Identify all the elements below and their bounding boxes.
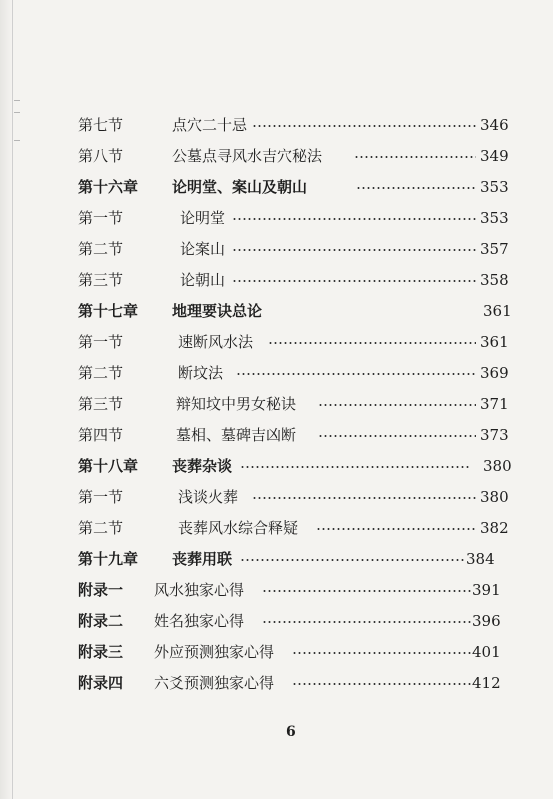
toc-label: 第十九章 [78,550,139,568]
toc-page: 412 [472,674,501,692]
toc-entry-chapter [0,544,553,574]
toc-entry [0,141,553,171]
toc-title: 风水独家心得 [154,581,245,599]
toc-entry [0,420,553,450]
dot-leader [292,683,472,685]
toc-title: 六爻预测独家心得 [154,674,275,692]
toc-title: 浅谈火葬 [178,488,239,506]
dot-leader [318,435,476,437]
toc-page: 384 [466,550,495,568]
toc-entry [0,327,553,357]
toc-page: 371 [480,395,509,413]
toc-entry-chapter [0,296,553,326]
dot-leader [262,621,472,623]
toc-label: 附录四 [78,674,124,692]
toc-title: 墓相、墓碑吉凶断 [176,426,297,444]
toc-label: 第三节 [78,271,124,289]
toc-label: 第一节 [78,333,124,351]
toc-entry-appendix [0,575,553,605]
toc-label: 第二节 [78,364,124,382]
toc-entry-appendix [0,637,553,667]
toc-page: 391 [472,581,501,599]
toc-title: 论朝山 [180,271,226,289]
toc-entry [0,482,553,512]
toc-entry-appendix [0,668,553,698]
toc-title: 丧葬杂谈 [172,457,233,475]
toc-page: 401 [472,643,501,661]
dot-leader [262,590,472,592]
toc-page: 369 [480,364,509,382]
dot-leader [232,218,476,220]
dot-leader [232,280,476,282]
toc-page: 346 [480,116,509,134]
toc-entry [0,265,553,295]
toc-entry [0,358,553,388]
dot-leader [316,528,476,530]
toc-label: 附录三 [78,643,124,661]
toc-label: 第一节 [78,488,124,506]
toc-label: 第十八章 [78,457,139,475]
toc-entry [0,513,553,543]
dot-leader [236,373,476,375]
dot-leader [252,497,476,499]
dot-leader [268,342,476,344]
toc-entry-appendix [0,606,553,636]
toc-title: 外应预测独家心得 [154,643,275,661]
toc-label: 第十七章 [78,302,139,320]
toc-label: 附录一 [78,581,124,599]
toc-entry [0,203,553,233]
toc-label: 第一节 [78,209,124,227]
toc-label: 第二节 [78,519,124,537]
toc-page: 361 [483,302,512,320]
dot-leader [240,559,464,561]
toc-title: 丧葬风水综合释疑 [178,519,299,537]
toc-label: 第三节 [78,395,124,413]
toc-entry-chapter [0,451,553,481]
toc-title: 速断风水法 [178,333,254,351]
toc-entry [0,110,553,140]
toc-label: 第十六章 [78,178,139,196]
dot-leader [356,187,476,189]
toc-title: 公墓点寻风水吉穴秘法 [172,147,323,165]
dot-leader [240,466,470,468]
toc-label: 第二节 [78,240,124,258]
dot-leader [318,404,476,406]
toc-page: 353 [480,178,509,196]
toc-label: 第八节 [78,147,124,165]
toc-page: 382 [480,519,509,537]
toc-page: 361 [480,333,509,351]
toc-title: 点穴二十忌 [172,116,248,134]
dot-leader [232,249,476,251]
toc-title: 论案山 [180,240,226,258]
toc-page: 380 [483,457,512,475]
toc-page: 349 [480,147,509,165]
dot-leader [252,125,476,127]
toc-entry-chapter [0,172,553,202]
toc-page: 396 [472,612,501,630]
dot-leader [292,652,472,654]
toc-entry [0,234,553,264]
dot-leader [354,156,476,158]
toc-page: 357 [480,240,509,258]
toc-entry [0,389,553,419]
toc-page: 358 [480,271,509,289]
toc-title: 姓名独家心得 [154,612,245,630]
toc-title: 论明堂、案山及朝山 [172,178,308,196]
toc-label: 第七节 [78,116,124,134]
toc-label: 第四节 [78,426,124,444]
toc-page: 380 [480,488,509,506]
toc-title: 丧葬用联 [172,550,233,568]
toc-title: 断坟法 [178,364,224,382]
page-number: 6 [286,724,296,740]
toc-title: 论明堂 [180,209,226,227]
toc-title: 地理要诀总论 [172,302,263,320]
toc-title: 辩知坟中男女秘诀 [176,395,297,413]
toc-label: 附录二 [78,612,124,630]
toc-page: 353 [480,209,509,227]
toc-page: 373 [480,426,509,444]
